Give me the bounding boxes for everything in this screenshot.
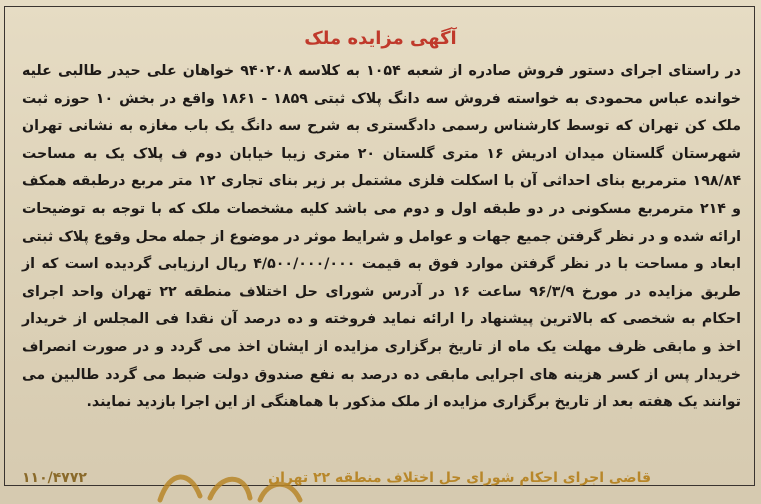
issuer-signature: قاضی اجرای احکام شورای حل اختلاف منطقه ۲۲ تهران <box>268 470 651 486</box>
notice-title: آگهی مزایده ملک <box>304 28 457 49</box>
notice-body: در راستای اجرای دستور فروش صادره از شعبه ۱۰۵۴ به کلاسه ۹۴۰۲۰۸ خواهان علی حیدر طالبی علیه خوانده عباس محمودی به خواسته فروش سه دانگ پلاک ثبتی ۱۸۵۹ - ۱۸۶۱ واقع در بخش ۱۰ حوزه ثبت ملک کن تهران که توسط کارشناس رسمی دادگستری به شرح سه دانگ یک باب مغازه به نشانی تهران شهرستان گلستان میدان ادریش ۱۶ متری گلستان ۲۰ متری زیبا خیابان دوم ف پلاک یک به مساحت ۱۹۸/۸۴ مترمربع بنای احداثی آن با اسکلت فلزی مشتمل بر زیر بنای تجاری ۱۲ متر مربع درطبقه همکف و ۲۱۴ مترمربع مسکونی در دو طبقه اول و دوم می باشد کلیه مشخصات ملک که با توجه به توضیحات ارائه شده و در نظر گرفتن جمیع جهات و عوامل و شرایط موثر در موضوع از جمله محل وقوع پلاک ثبتی ابعاد و مساحت با در نظر گرفتن موارد فوق به قیمت ۴/۵۰۰/۰۰۰/۰۰۰ ریال ارزیابی گردیده است که از طریق مزایده در مورخ ۹۶/۳/۹ ساعت ۱۶ در آدرس شورای حل اختلاف منطقه ۲۲ تهران واحد اجرای احکام به شخصی که بالاترین پیشنهاد را ارائه نماید فروخته و ده درصد آن نقدا فی المجلس از خریدار اخذ و مابقی ظرف مهلت یک ماه از تاریخ برگزاری مزایده از ایشان اخذ می گردد و در صورت انصراف خریدار پس از کسر هزینه های اجرایی مابقی ده درصد به نفع صندوق دولت ضبط می گردد طالبین می توانند یک هفته بعد از تاریخ برگزاری مزایده از ملک مذکور با هماهنگی از این اجرا بازدید نمایند. <box>22 63 742 411</box>
notice-footer <box>22 470 741 494</box>
notice-code: ۱۱۰/۴۷۷۲ <box>22 470 87 486</box>
